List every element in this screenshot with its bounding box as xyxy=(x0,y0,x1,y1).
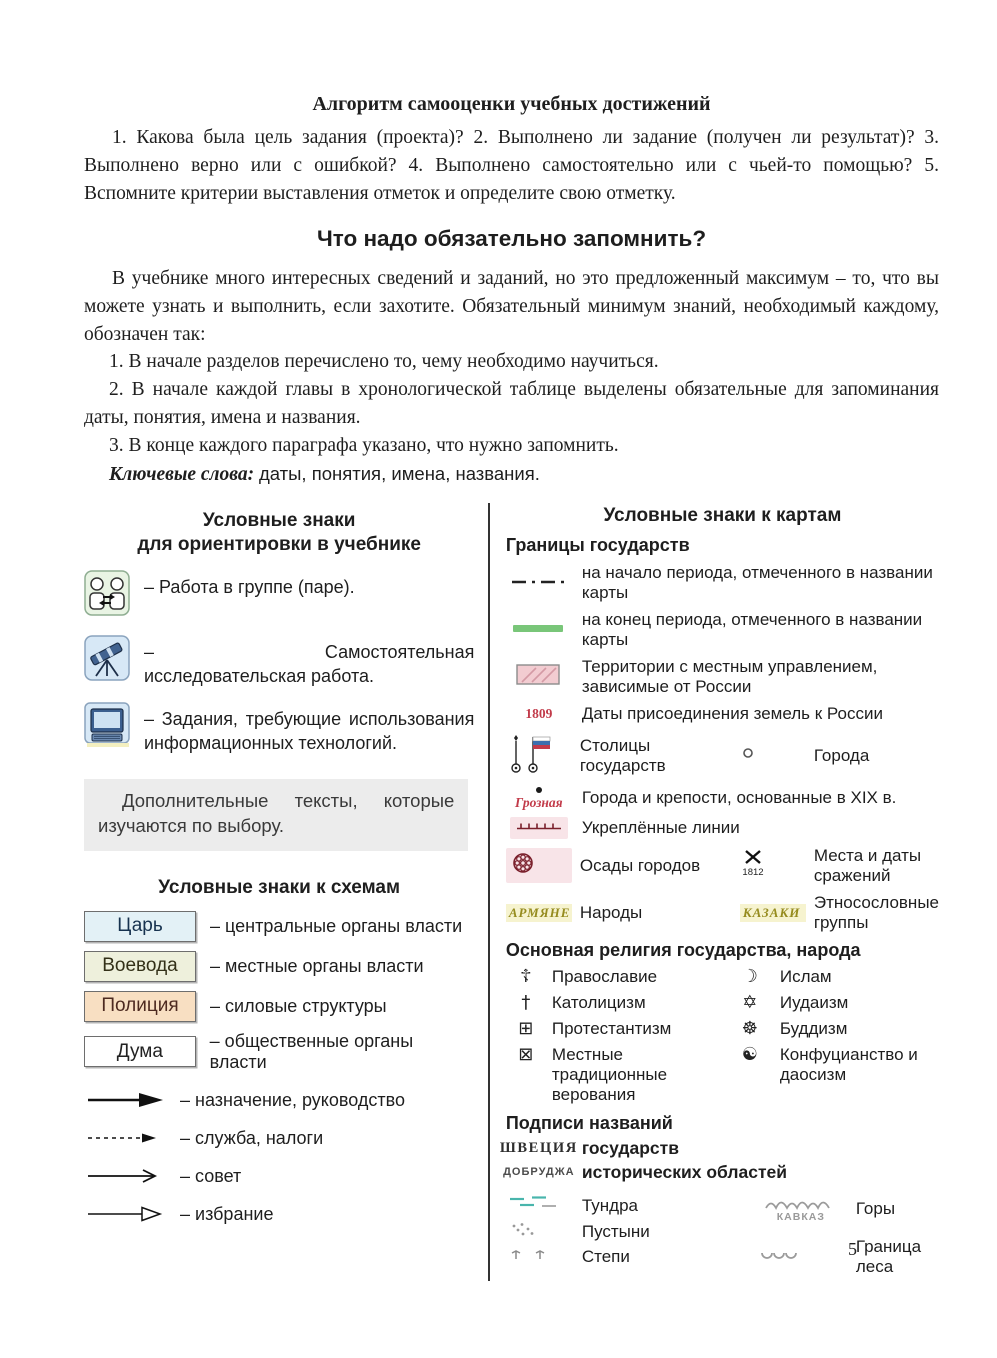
fortress-city-symbol xyxy=(515,787,563,810)
legend-item-it xyxy=(84,702,474,755)
local-beliefs-icon: ⊠ xyxy=(518,1044,534,1066)
name-labels-subtitle: Подписи названий xyxy=(505,1113,673,1134)
remember-item-1: 1. В начале разделов перечислено то, чему необходимо научиться. xyxy=(109,351,659,373)
arrow-row-appointment: – назначение, руководство xyxy=(84,1090,474,1111)
city-circle-icon xyxy=(740,745,806,766)
crescent-icon: ☽ xyxy=(741,965,758,987)
religions-grid: ☦ Православие ☽ Ислам † Католицизм ✡ Иудаизм ⊞ Протестантизм ☸ Буддизм ⊠ Местные традиционные верования ☯ Конфуцианство и даосизм xyxy=(506,967,939,1105)
state-name-sample: ШВЕЦИЯ xyxy=(499,1140,578,1156)
mountain-name-sample: КАВКАЗ xyxy=(776,1211,825,1224)
territory-swatch-icon xyxy=(514,661,564,694)
scheme-row-policia: Полиция – силовые структуры xyxy=(84,991,474,1022)
sieges-battles-row: Осады городов 1812 Места и даты сражений xyxy=(506,846,939,886)
fortress-cities-row: Грозная Города и крепости, основанные в XIX в. xyxy=(515,788,897,811)
remember-item-2: 2. В начале каждой главы в хронологической таблице выделены обязательные для запоминания даты, понятия, имена и названия. xyxy=(84,379,939,428)
legend-item-research xyxy=(84,635,474,688)
capitals-cities-row: Столицы государств Города xyxy=(506,731,939,780)
ethnic-sample-label: КАЗАКИ xyxy=(740,904,806,922)
keywords-line xyxy=(84,461,939,489)
mountain-range-icon xyxy=(756,1194,846,1223)
keywords-label: Ключевые слова: xyxy=(109,464,255,486)
fortified-lines-row: Укреплённые линии xyxy=(506,817,939,839)
annexation-dates-row: 1809 Даты присоединения земель к России xyxy=(525,704,883,724)
textbook-legend-title: Условные знаки для ориентировки в учебнике xyxy=(137,509,421,555)
forest-border-scallops-icon xyxy=(756,1248,846,1267)
legend-area xyxy=(84,503,939,1281)
peoples-sample-label: АРМЯНЕ xyxy=(506,904,572,922)
territories-row: Территории с местным управлением, зависимые от России xyxy=(506,657,939,697)
borders-subtitle: Границы государств xyxy=(505,534,690,555)
nature-right-column xyxy=(756,1190,939,1281)
scheme-box-policia: Полиция xyxy=(84,991,196,1022)
nature-left-column xyxy=(506,1190,756,1281)
dashed-arrow-icon xyxy=(84,1128,170,1148)
desert-dots-icon xyxy=(506,1221,572,1242)
arrow-row-council: – совет xyxy=(84,1166,474,1187)
page-number: 5 xyxy=(848,1239,857,1259)
fortified-line-icon xyxy=(510,817,568,839)
remember-title: Что надо обязательно запомнить? xyxy=(316,226,707,252)
computer-icon xyxy=(84,702,130,753)
scheme-row-tsar: Царь – центральные органы власти xyxy=(84,911,474,942)
map-legend-title: Условные знаки к картам xyxy=(603,504,842,526)
siege-rosette-icon xyxy=(506,848,572,883)
keywords-value: даты, понятия, имена, названия. xyxy=(258,463,540,485)
protestant-cross-icon: ⊞ xyxy=(518,1018,534,1039)
green-border-line-icon xyxy=(510,621,568,639)
steppe-marks-icon xyxy=(506,1246,572,1267)
border-end-row: на конец периода, отмеченного в названии карты xyxy=(506,610,939,650)
scheme-row-duma: Дума – общественные органы власти xyxy=(84,1031,474,1073)
arrow-row-service: – служба, налоги xyxy=(84,1128,474,1149)
remember-intro: В учебнике много интересных сведений и заданий, но это предложенный максимум – то, что вы можете узнать и выполнить, если захотите. Обязательный минимум знаний, необходимый каждому, обозначен так: xyxy=(84,268,939,345)
peoples-row: АРМЯНЕ Народы КАЗАКИ Этносословные группы xyxy=(506,893,939,933)
annexation-year-symbol: 1809 xyxy=(525,706,553,722)
forest-border-row: Граница леса xyxy=(756,1237,939,1277)
tundra-dashes-icon xyxy=(506,1194,572,1217)
hollow-triangle-arrow-icon xyxy=(84,1204,170,1224)
optional-texts-box: Дополнительные тексты, которые изучаются по выбору. xyxy=(84,779,468,851)
dharma-wheel-icon: ☸ xyxy=(741,1018,758,1039)
steppes-row: Степи xyxy=(506,1246,756,1267)
svg-text:1812: 1812 xyxy=(742,867,764,879)
solid-filled-arrow-icon xyxy=(84,1090,170,1110)
schemes-legend-title: Условные знаки к схемам xyxy=(158,876,401,898)
open-head-arrow-icon xyxy=(84,1166,170,1186)
star-of-david-icon: ✡ xyxy=(742,991,758,1013)
nature-symbols-block xyxy=(506,1190,939,1281)
legend-item-label: – Самостоятельная исследовательская работа. xyxy=(144,642,475,686)
state-names-row: ШВЕЦИЯ государств xyxy=(499,1138,679,1159)
group-work-icon xyxy=(84,570,130,621)
telescope-icon xyxy=(84,635,130,686)
orthodox-cross-icon: ☦ xyxy=(519,965,532,987)
algorithm-paragraph: 1. Какова была цель задания (проекта)? 2. Выполнено ли задание (получен ли результат)? 3. Выполнено верно или с ошибкой? 4. Выполнено самостоятельно или с чьей-то помощью? 5. Вспомните критерии выставления отметок и определите свою отметку. xyxy=(84,127,939,204)
latin-cross-icon: † xyxy=(521,991,531,1013)
mountains-row: КАВКАЗ Горы xyxy=(756,1194,939,1223)
scheme-box-duma: Дума xyxy=(84,1036,196,1067)
algorithm-title: Алгоритм самооценки учебных достижений xyxy=(312,93,711,115)
scheme-box-tsar: Царь xyxy=(84,911,196,942)
dash-dot-line-icon xyxy=(510,574,568,592)
tundra-row: Тундра xyxy=(506,1194,756,1217)
deserts-row: Пустыни xyxy=(506,1221,756,1242)
scheme-row-voevoda: Воевода – местные органы власти xyxy=(84,951,474,982)
legend-item-group-work xyxy=(84,570,474,621)
main-text-block xyxy=(84,90,939,489)
textbook-legend-column xyxy=(84,503,488,1281)
map-legend-column xyxy=(490,503,939,1281)
capital-flag-icon xyxy=(506,731,572,780)
battle-cross-icon xyxy=(740,848,806,883)
arrow-row-election: – избрание xyxy=(84,1204,474,1225)
grozny-label: Грозная xyxy=(515,795,563,811)
region-name-sample: ДОБРУДЖА xyxy=(503,1166,575,1179)
border-start-row: на начало периода, отмеченного в названии карты xyxy=(506,563,939,603)
religion-subtitle: Основная религия государства, народа xyxy=(505,939,861,960)
region-names-row: ДОБРУДЖА исторических областей xyxy=(503,1161,788,1182)
scheme-box-voevoda: Воевода xyxy=(84,951,196,982)
city-dot-icon xyxy=(536,787,542,793)
legend-item-label: – Задания, требующие использования информационных технологий. xyxy=(144,709,475,753)
legend-item-label: – Работа в группе (паре). xyxy=(144,577,355,598)
yin-yang-icon: ☯ xyxy=(741,1044,758,1066)
remember-item-3: 3. В конце каждого параграфа указано, что нужно запомнить. xyxy=(109,434,619,456)
